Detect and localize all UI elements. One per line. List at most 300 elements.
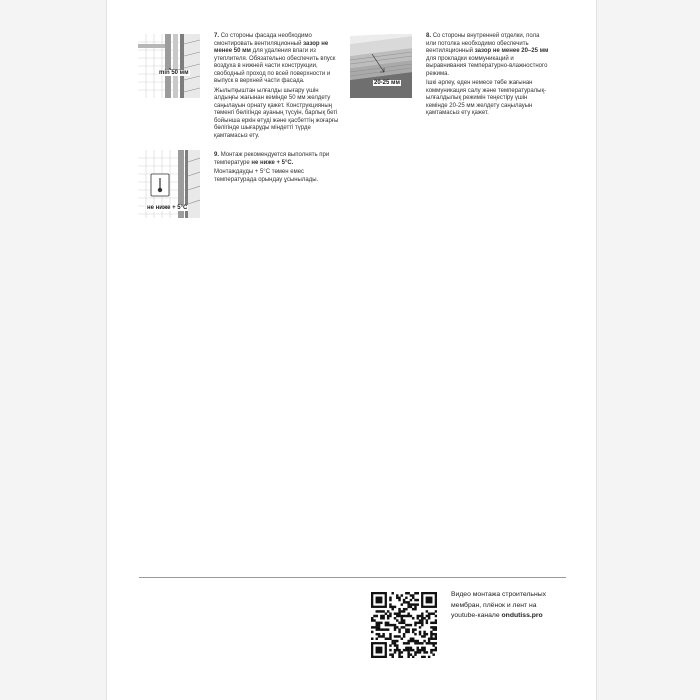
- qr-module: [435, 642, 437, 644]
- qr-module: [412, 638, 414, 640]
- qr-module: [389, 633, 391, 635]
- qr-module: [401, 603, 403, 605]
- step7-bold: зазор не менее 50 мм: [214, 40, 329, 54]
- video-line3: [451, 611, 576, 622]
- step8-illustration: [350, 34, 412, 98]
- qr-module: [412, 631, 414, 633]
- qr-module: [385, 624, 387, 626]
- qr-module: [398, 656, 400, 658]
- qr-module: [394, 640, 396, 642]
- step8-line2: для прокладки коммуникаций и выравнивания температурно-влажностного режима.: [426, 55, 548, 77]
- qr-module: [403, 615, 405, 617]
- qr-module: [401, 615, 403, 617]
- qr-module: [423, 656, 425, 658]
- qr-module: [410, 603, 412, 605]
- qr-module: [414, 640, 416, 642]
- qr-module: [389, 635, 391, 637]
- qr-module: [417, 649, 419, 651]
- qr-module: [412, 594, 414, 596]
- qr-module: [398, 597, 400, 599]
- step7-gap-label: min 50 мм: [159, 70, 189, 76]
- qr-module: [387, 622, 389, 624]
- qr-module: [414, 603, 416, 605]
- qr-module: [378, 633, 380, 635]
- qr-module: [423, 635, 425, 637]
- qr-module: [428, 656, 430, 658]
- qr-module: [391, 624, 393, 626]
- qr-module: [432, 642, 434, 644]
- qr-module: [403, 599, 405, 601]
- qr-module: [414, 624, 416, 626]
- qr-module: [403, 622, 405, 624]
- video-line2: мембран, плёнок и лент на: [451, 601, 537, 609]
- step9-illustration: [138, 150, 200, 218]
- qr-module: [405, 615, 407, 617]
- qr-module: [376, 622, 378, 624]
- qr-module: [435, 635, 437, 637]
- qr-module: [430, 622, 432, 624]
- qr-module: [371, 638, 373, 640]
- qr-module: [401, 638, 403, 640]
- qr-module: [432, 626, 434, 628]
- qr-module: [389, 653, 391, 655]
- step9-line1: Монтаж рекомендуется выполнять при температуре: [214, 152, 330, 166]
- qr-module: [435, 649, 437, 651]
- qr-module: [435, 610, 437, 612]
- qr-module: [398, 612, 400, 614]
- qr-module: [403, 642, 405, 644]
- step7-line1: Со стороны фасада необходимо смонтировать вентиляционный: [214, 33, 312, 47]
- qr-module: [430, 626, 432, 628]
- qr-module: [432, 612, 434, 614]
- step7-kazakh: Жылытқыштан ылғалды шығару үшін алдыңғы жағынан кемінде 50 мм желдету саңылауын орнату қажет. Конструкцияның төменгі бөлігінде ауаның түсуін, барлық беті бойынша еркін өтуді және қасбеттің жоғарғы бөлігінде шығаруды міндетті түрде қамтамасыз ету.: [214, 87, 339, 139]
- step9-temp-label: не ниже + 5°С: [147, 205, 188, 211]
- qr-module: [403, 649, 405, 651]
- qr-module: [396, 619, 398, 621]
- qr-module: [426, 651, 428, 653]
- qr-module: [414, 622, 416, 624]
- step8-number: 8.: [426, 33, 432, 39]
- qr-module: [430, 642, 432, 644]
- qr-module: [410, 647, 412, 649]
- qr-module: [414, 633, 416, 635]
- qr-module: [419, 619, 421, 621]
- qr-module: [403, 633, 405, 635]
- qr-module: [394, 644, 396, 646]
- qr-module: [435, 615, 437, 617]
- qr-module: [401, 594, 403, 596]
- qr-module: [396, 612, 398, 614]
- qr-module: [389, 644, 391, 646]
- qr-module: [405, 601, 407, 603]
- qr-module: [430, 635, 432, 637]
- step9-bold: не ниже + 5°С.: [251, 159, 294, 166]
- qr-module: [432, 633, 434, 635]
- qr-module: [389, 612, 391, 614]
- qr-module: [414, 606, 416, 608]
- qr-module: [387, 615, 389, 617]
- qr-module: [410, 624, 412, 626]
- step7-russian: [214, 33, 342, 86]
- qr-module: [426, 633, 428, 635]
- qr-module: [421, 612, 423, 614]
- qr-module: [376, 638, 378, 640]
- qr-module: [410, 638, 412, 640]
- qr-module: [396, 647, 398, 649]
- qr-module: [426, 610, 428, 612]
- qr-module: [391, 606, 393, 608]
- qr-module: [421, 622, 423, 624]
- qr-module: [382, 617, 384, 619]
- qr-module: [376, 626, 378, 628]
- qr-module: [394, 651, 396, 653]
- qr-module: [387, 638, 389, 640]
- step8-kazakh: Ішкі әрлеу, еден немесе төбе жағынан коммуникация салу және температуралық-ылғалдылық режимін теңестіру үшін кемінде 20-25 мм желдету саңылауын қамтамасыз ету қажет.: [426, 80, 547, 116]
- qr-module: [398, 628, 400, 630]
- qr-module: [380, 628, 382, 630]
- qr-module: [403, 619, 405, 621]
- qr-module: [401, 651, 403, 653]
- qr-module: [426, 622, 428, 624]
- qr-module: [417, 603, 419, 605]
- qr-module: [430, 633, 432, 635]
- qr-module: [376, 628, 378, 630]
- qr-module: [373, 626, 375, 628]
- qr-module: [419, 651, 421, 653]
- qr-module: [401, 619, 403, 621]
- qr-module: [394, 617, 396, 619]
- qr-module: [396, 597, 398, 599]
- qr-module: [394, 642, 396, 644]
- qr-module: [435, 622, 437, 624]
- step9-number: 9.: [214, 152, 220, 158]
- qr-module: [426, 642, 428, 644]
- qr-module: [407, 592, 409, 594]
- qr-module: [396, 615, 398, 617]
- qr-module: [419, 626, 421, 628]
- step8-gap-label: 20-25 мм: [374, 80, 400, 86]
- qr-module: [401, 622, 403, 624]
- video-youtube-text: youtube-канале: [451, 612, 500, 619]
- qr-module: [394, 606, 396, 608]
- qr-module: [394, 624, 396, 626]
- qr-module: [412, 656, 414, 658]
- qr-module: [385, 638, 387, 640]
- qr-module: [380, 617, 382, 619]
- qr-module: [376, 615, 378, 617]
- qr-module: [412, 628, 414, 630]
- qr-module: [405, 628, 407, 630]
- qr-module: [428, 638, 430, 640]
- qr-module: [389, 606, 391, 608]
- qr-module: [407, 651, 409, 653]
- qr-module: [396, 644, 398, 646]
- qr-module: [405, 642, 407, 644]
- qr-module: [430, 612, 432, 614]
- qr-module: [417, 647, 419, 649]
- qr-module: [419, 633, 421, 635]
- qr-module: [430, 651, 432, 653]
- qr-module: [398, 615, 400, 617]
- qr-module: [410, 640, 412, 642]
- qr-module: [398, 651, 400, 653]
- qr-module: [401, 656, 403, 658]
- qr-finder: [376, 647, 383, 654]
- qr-module: [421, 656, 423, 658]
- qr-module: [387, 624, 389, 626]
- qr-module: [407, 653, 409, 655]
- qr-module: [414, 642, 416, 644]
- qr-module: [398, 649, 400, 651]
- qr-module: [407, 640, 409, 642]
- qr-module: [417, 642, 419, 644]
- qr-module: [376, 610, 378, 612]
- qr-module: [403, 610, 405, 612]
- qr-module: [394, 649, 396, 651]
- qr-module: [417, 592, 419, 594]
- qr-module: [396, 594, 398, 596]
- qr-module: [398, 608, 400, 610]
- footer-divider: [139, 577, 566, 578]
- qr-module: [371, 619, 373, 621]
- qr-module: [432, 622, 434, 624]
- qr-module: [414, 592, 416, 594]
- qr-module: [410, 606, 412, 608]
- qr-module: [410, 615, 412, 617]
- qr-module: [412, 608, 414, 610]
- qr-module: [380, 610, 382, 612]
- qr-module: [423, 617, 425, 619]
- qr-module: [389, 615, 391, 617]
- qr-module: [407, 647, 409, 649]
- video-site-link[interactable]: ondutiss.pro: [501, 612, 543, 619]
- facade-gap-diagram: [138, 34, 200, 98]
- qr-module: [407, 642, 409, 644]
- qr-module: [414, 653, 416, 655]
- step9-kazakh: Монтаждауды + 5°С төмен емес температурада орындау ұсынылады.: [214, 169, 319, 183]
- qr-module: [430, 649, 432, 651]
- qr-module: [407, 649, 409, 651]
- step8-russian: [426, 33, 550, 78]
- step8-line1: Со стороны внутренней отделки, пола или потолка необходимо обеспечить вентиляционный: [426, 33, 540, 54]
- qr-module: [382, 633, 384, 635]
- qr-module: [391, 653, 393, 655]
- qr-module: [414, 628, 416, 630]
- step7-line2: для удаления влаги из утеплителя. Обязательно обеспечить впуск воздуха в нижней части конструкции, свободный проход по всей поверхности и выпуск в верхней части фасада.: [214, 48, 336, 84]
- qr-module: [378, 626, 380, 628]
- qr-module: [407, 612, 409, 614]
- qr-module: [389, 599, 391, 601]
- qr-module: [371, 626, 373, 628]
- qr-module: [428, 642, 430, 644]
- qr-module: [405, 649, 407, 651]
- qr-module: [394, 635, 396, 637]
- qr-module: [385, 628, 387, 630]
- qr-module: [428, 640, 430, 642]
- qr-module: [401, 617, 403, 619]
- qr-module: [412, 603, 414, 605]
- qr-module: [405, 631, 407, 633]
- qr-module: [435, 626, 437, 628]
- qr-module: [410, 653, 412, 655]
- qr-module: [376, 633, 378, 635]
- qr-module: [380, 635, 382, 637]
- qr-module: [421, 617, 423, 619]
- qr-module: [403, 601, 405, 603]
- qr-module: [428, 615, 430, 617]
- qr-module: [394, 628, 396, 630]
- qr-module: [432, 638, 434, 640]
- qr-module: [396, 649, 398, 651]
- qr-module: [396, 640, 398, 642]
- qr-module: [401, 626, 403, 628]
- qr-module: [380, 622, 382, 624]
- qr-module: [382, 610, 384, 612]
- qr-code-image: [371, 592, 437, 658]
- qr-module: [419, 615, 421, 617]
- document-page: [106, 0, 597, 700]
- qr-module: [421, 642, 423, 644]
- step9-text: [214, 152, 342, 186]
- qr-module: [405, 624, 407, 626]
- qr-module: [371, 617, 373, 619]
- qr-finder: [426, 597, 433, 604]
- qr-finder: [376, 597, 383, 604]
- qr-module: [387, 610, 389, 612]
- qr-module: [389, 603, 391, 605]
- qr-module: [405, 608, 407, 610]
- qr-module: [412, 597, 414, 599]
- qr-module: [407, 631, 409, 633]
- qr-module: [432, 628, 434, 630]
- qr-module: [391, 656, 393, 658]
- qr-module: [407, 628, 409, 630]
- qr-module: [421, 635, 423, 637]
- qr-module: [373, 619, 375, 621]
- qr-module: [432, 649, 434, 651]
- qr-module: [430, 631, 432, 633]
- qr-module: [423, 633, 425, 635]
- qr-module: [421, 615, 423, 617]
- qr-module: [423, 649, 425, 651]
- qr-module: [414, 608, 416, 610]
- qr-module: [410, 649, 412, 651]
- qr-module: [405, 647, 407, 649]
- qr-module: [405, 592, 407, 594]
- qr-module: [423, 631, 425, 633]
- qr-module: [426, 615, 428, 617]
- qr-module: [378, 610, 380, 612]
- qr-code[interactable]: [371, 592, 437, 658]
- qr-module: [412, 617, 414, 619]
- qr-module: [407, 606, 409, 608]
- qr-module: [405, 597, 407, 599]
- qr-module: [391, 642, 393, 644]
- qr-module: [387, 617, 389, 619]
- step9-russian: [214, 152, 342, 167]
- qr-module: [421, 619, 423, 621]
- qr-module: [423, 651, 425, 653]
- step8-bold: зазор не менее 20–25 мм: [474, 48, 549, 54]
- qr-module: [398, 635, 400, 637]
- qr-module: [407, 656, 409, 658]
- qr-module: [389, 597, 391, 599]
- qr-module: [376, 624, 378, 626]
- qr-module: [382, 615, 384, 617]
- qr-module: [389, 624, 391, 626]
- qr-module: [421, 647, 423, 649]
- qr-module: [385, 622, 387, 624]
- qr-module: [391, 608, 393, 610]
- qr-module: [382, 628, 384, 630]
- interior-gap-diagram: [350, 34, 412, 98]
- qr-module: [414, 599, 416, 601]
- qr-module: [410, 599, 412, 601]
- qr-module: [430, 638, 432, 640]
- qr-module: [380, 615, 382, 617]
- qr-module: [410, 594, 412, 596]
- qr-module: [426, 619, 428, 621]
- qr-module: [403, 626, 405, 628]
- qr-module: [419, 631, 421, 633]
- qr-module: [371, 631, 373, 633]
- video-line1: Видео монтажа строительных: [451, 591, 546, 598]
- qr-module: [387, 628, 389, 630]
- qr-module: [398, 653, 400, 655]
- qr-module: [417, 615, 419, 617]
- step7-text: [214, 33, 342, 142]
- qr-module: [428, 612, 430, 614]
- step7-illustration: [138, 34, 200, 98]
- qr-module: [403, 635, 405, 637]
- qr-module: [407, 601, 409, 603]
- qr-module: [378, 635, 380, 637]
- qr-module: [423, 640, 425, 642]
- qr-module: [407, 624, 409, 626]
- qr-module: [423, 647, 425, 649]
- qr-module: [391, 592, 393, 594]
- qr-module: [435, 619, 437, 621]
- step8-text: [426, 33, 550, 120]
- qr-module: [398, 599, 400, 601]
- qr-module: [417, 599, 419, 601]
- qr-module: [417, 651, 419, 653]
- qr-module: [389, 649, 391, 651]
- qr-module: [414, 651, 416, 653]
- step7-number: 7.: [214, 33, 220, 39]
- qr-module: [398, 631, 400, 633]
- qr-module: [432, 653, 434, 655]
- qr-module: [419, 622, 421, 624]
- qr-module: [435, 638, 437, 640]
- qr-module: [419, 649, 421, 651]
- qr-module: [378, 622, 380, 624]
- qr-module: [412, 640, 414, 642]
- qr-module: [412, 649, 414, 651]
- qr-module: [398, 622, 400, 624]
- qr-module: [391, 640, 393, 642]
- qr-module: [421, 624, 423, 626]
- qr-module: [435, 633, 437, 635]
- qr-module: [378, 628, 380, 630]
- qr-module: [385, 612, 387, 614]
- qr-module: [403, 608, 405, 610]
- qr-module: [382, 635, 384, 637]
- qr-module: [389, 638, 391, 640]
- qr-module: [417, 622, 419, 624]
- qr-module: [407, 603, 409, 605]
- qr-module: [432, 644, 434, 646]
